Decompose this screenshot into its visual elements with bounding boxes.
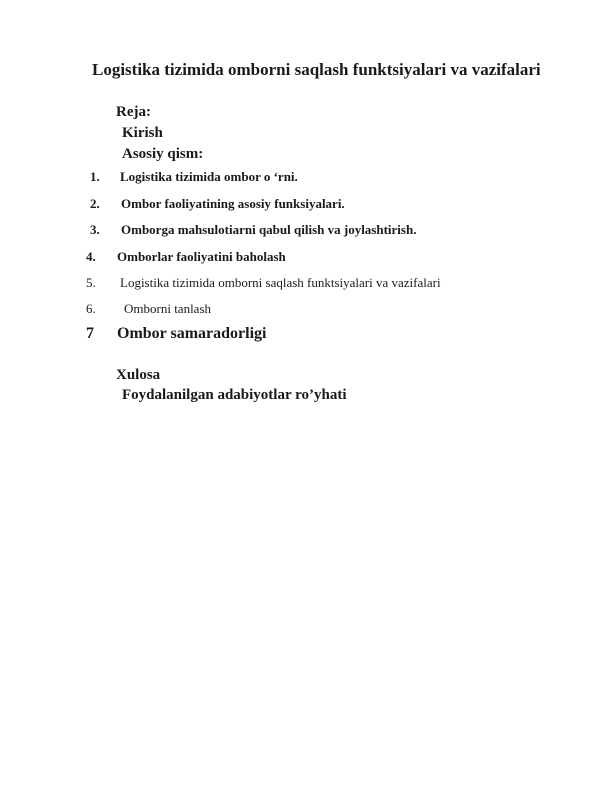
- list-item-number: 5.: [86, 275, 96, 290]
- list-item: Logistika tizimida omborni saqlash funktsiyalari va vazifalari: [120, 275, 441, 290]
- list-item: Ombor faoliyatining asosiy funksiyalari.: [121, 196, 345, 211]
- list-item-number: 7: [86, 325, 94, 342]
- list-item: Ombor samaradorligi: [117, 325, 267, 342]
- list-item: Omborni tanlash: [124, 301, 212, 316]
- list-item: Omborga mahsulotiarni qabul qilish va joylashtirish.: [121, 222, 417, 237]
- document-title: Logistika tizimida omborni saqlash funktsiyalari va vazifalari: [92, 60, 541, 79]
- list-item-number: 4.: [86, 249, 96, 264]
- list-item-number: 6.: [86, 301, 96, 316]
- list-item-number: 1.: [90, 169, 100, 184]
- list-item: Logistika tizimida ombor o ‘rni.: [120, 169, 298, 184]
- list-item-number: 3.: [90, 222, 100, 237]
- list-item: Omborlar faoliyatini baholash: [117, 249, 286, 264]
- references-heading: Foydalanilgan adabiyotlar ro’yhati: [122, 387, 347, 403]
- list-item-number: 2.: [90, 196, 100, 211]
- plan-heading: Reja:: [116, 104, 151, 120]
- main-part-heading: Asosiy qism:: [122, 146, 204, 162]
- intro-heading: Kirish: [122, 125, 163, 141]
- conclusion-heading: Xulosa: [116, 367, 161, 383]
